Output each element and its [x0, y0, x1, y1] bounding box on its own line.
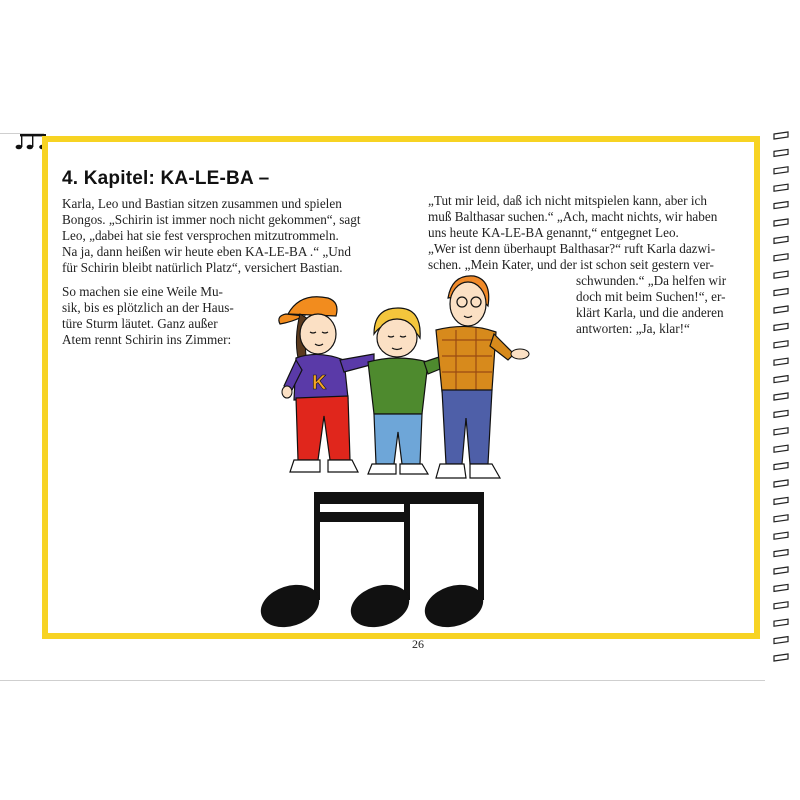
chapter-title: 4. Kapitel: KA-LE-BA – — [62, 168, 270, 189]
eighth-notes-rhythm-icon — [260, 492, 500, 632]
frame-edge-line-bottom — [0, 680, 765, 681]
binding-ring — [774, 584, 788, 591]
text-line: sik, bis es plötzlich an der Haus- — [62, 300, 234, 315]
binding-ring — [774, 654, 788, 661]
binding-ring — [774, 463, 788, 470]
binding-ring — [774, 428, 788, 435]
text-line: Atem rennt Schirin ins Zimmer: — [62, 332, 232, 347]
binding-ring — [774, 376, 788, 383]
text-line: „Wer ist denn überhaupt Balthasar?“ ruft Karla dazwi- — [428, 241, 716, 256]
binding-ring — [774, 637, 788, 644]
binding-ring — [774, 167, 788, 174]
text-line: Na ja, dann heißen wir heute eben KA-LE-BA .“ „Und — [62, 244, 351, 259]
binding-ring — [774, 480, 788, 487]
text-line: Bongos. „Schirin ist immer noch nicht gekommen“, sagt — [62, 212, 361, 227]
leo-figure — [436, 276, 529, 478]
text-line: uns heute KA-LE-BA genannt,“ entgegnet Leo. — [428, 225, 679, 240]
text-line: klärt Karla, und die anderen — [576, 305, 724, 320]
binding-ring — [774, 341, 788, 348]
text-line: muß Balthasar suchen.“ „Ach, macht nichts, wir haben — [428, 209, 718, 224]
text-line: So machen sie eine Weile Mu- — [62, 284, 223, 299]
text-line: schen. „Mein Kater, und der ist schon seit gestern ver- — [428, 257, 714, 272]
text-line: Leo, „dabei hat sie fest versprochen mitzutrommeln. — [62, 228, 339, 243]
intro-paragraph — [62, 196, 410, 276]
binding-ring — [774, 393, 788, 400]
spiral-binding — [770, 128, 796, 668]
binding-ring — [774, 410, 788, 417]
binding-ring — [774, 445, 788, 452]
binding-ring — [774, 515, 788, 522]
page-number: 26 — [412, 637, 424, 651]
binding-ring — [774, 602, 788, 609]
text-line: doch mit beim Suchen!“, er- — [576, 289, 726, 304]
binding-ring — [774, 132, 788, 139]
binding-ring — [774, 550, 788, 557]
binding-ring — [774, 184, 788, 191]
karla-figure — [279, 297, 374, 472]
text-line: türe Sturm läutet. Ganz außer — [62, 316, 218, 331]
binding-ring — [774, 254, 788, 261]
binding-ring — [774, 358, 788, 365]
second-paragraph — [62, 284, 272, 348]
binding-ring — [774, 497, 788, 504]
binding-ring — [774, 323, 788, 330]
text-line: „Tut mir leid, daß ich nicht mitspielen kann, aber ich — [428, 193, 707, 208]
shirt-letter: K — [312, 372, 327, 394]
text-line: für Schirin bleibt natürlich Platz“, versichert Bastian. — [62, 260, 343, 275]
binding-ring — [774, 149, 788, 156]
binding-ring — [774, 219, 788, 226]
binding-ring — [774, 306, 788, 313]
binding-ring — [774, 271, 788, 278]
binding-ring — [774, 567, 788, 574]
binding-ring — [774, 619, 788, 626]
binding-ring — [774, 532, 788, 539]
binding-ring — [774, 236, 788, 243]
text-line: schwunden.“ „Da helfen wir — [576, 273, 727, 288]
text-line: antworten: „Ja, klar!“ — [576, 321, 690, 336]
children-illustration — [270, 268, 540, 488]
binding-ring — [774, 202, 788, 209]
text-line: Karla, Leo und Bastian sitzen zusammen und spielen — [62, 196, 342, 211]
binding-ring — [774, 289, 788, 296]
